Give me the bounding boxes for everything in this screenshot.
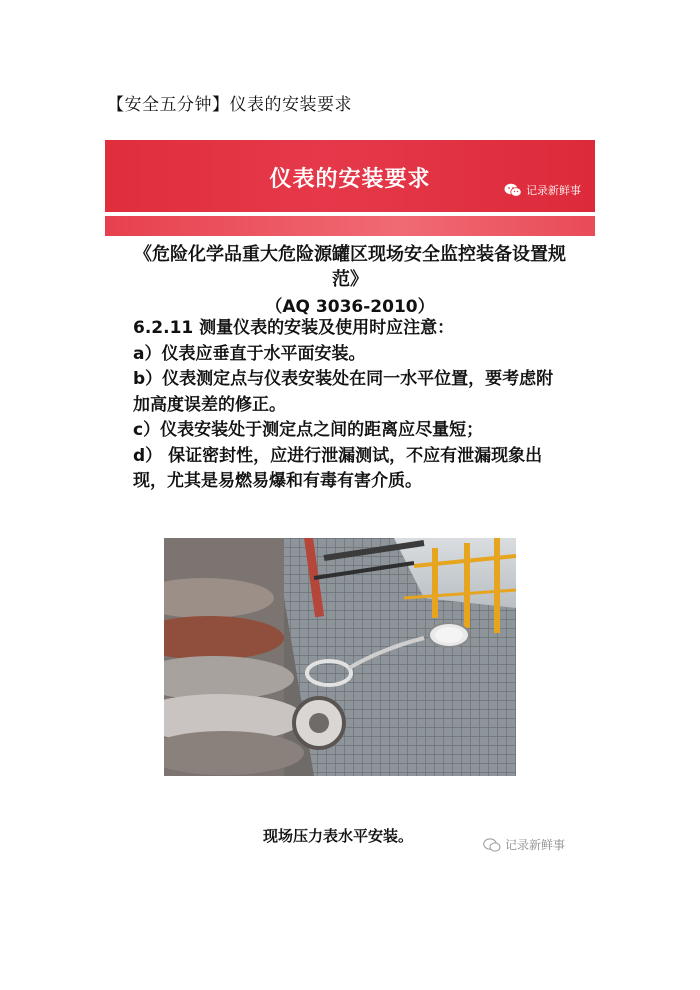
watermark <box>483 836 565 853</box>
page-title: 【安全五分钟】仪表的安装要求 <box>107 95 352 115</box>
pressure-gauge-photo <box>164 538 516 776</box>
photo-caption: 现场压力表水平安装。 <box>263 827 414 845</box>
clause-item: a）仪表应垂直于水平面安装。 <box>133 343 366 364</box>
clause-item: c）仪表安装处于测定点之间的距离应尽量短； <box>133 420 484 440</box>
banner-stripe <box>105 216 595 236</box>
banner-brand <box>504 182 581 198</box>
watermark-text: 记录新鲜事 <box>505 838 566 852</box>
banner-brand-text: 记录新鲜事 <box>526 184 581 197</box>
wechat-icon <box>483 838 501 852</box>
clause-heading: 6.2.11 测量仪表的安装及使用时应注意： <box>133 318 455 338</box>
banner-title: 仪表的安装要求 <box>269 167 431 192</box>
clause-item: d） 保证密封性，应进行泄漏测试，不应有泄漏现象出现，尤其是易燃易爆和有毒有害介质。 <box>133 445 543 491</box>
clause-list <box>133 316 563 495</box>
clause-item: b）仪表测定点与仪表安装处在同一水平位置，要考虑附加高度误差的修正。 <box>133 369 554 415</box>
standard-title: 《危险化学品重大危险源罐区现场安全监控装备设置规范》 <box>134 244 566 290</box>
title-banner <box>105 140 595 212</box>
pressure-gauge-photo-illustration <box>164 538 516 776</box>
wechat-icon <box>504 183 522 197</box>
standard-code: （AQ 3036-2010） <box>265 297 435 317</box>
